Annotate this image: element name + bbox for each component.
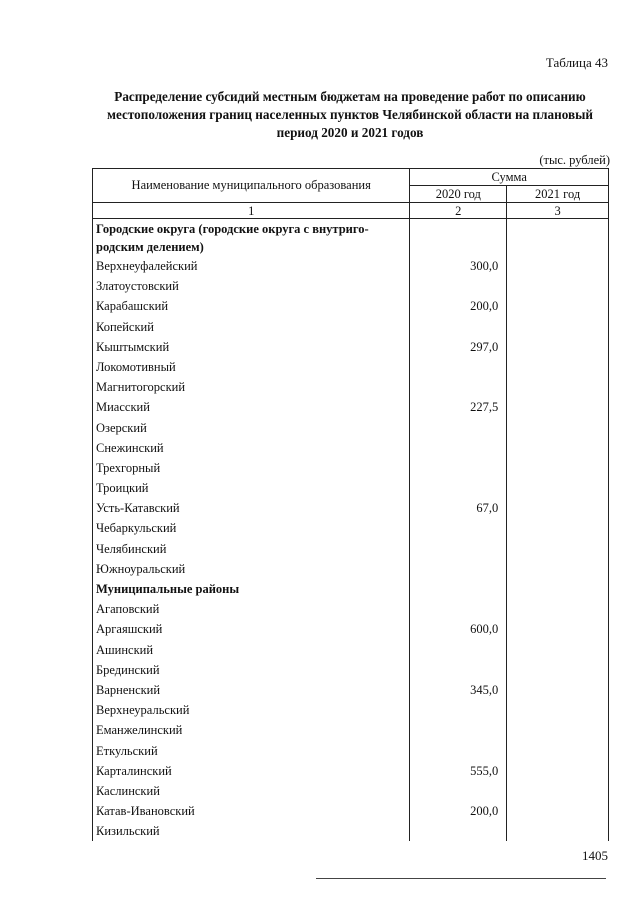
row-2020-cell: 555,0 <box>410 761 507 781</box>
row-name-cell: Троицкий <box>93 478 410 498</box>
row-2020-cell: 200,0 <box>410 801 507 821</box>
table-row <box>93 438 609 458</box>
row-2020-cell <box>410 518 507 538</box>
table-row <box>93 761 609 781</box>
footer-rule <box>316 878 606 879</box>
row-2020-cell <box>410 219 507 257</box>
row-2020-cell: 600,0 <box>410 619 507 639</box>
table-row <box>93 781 609 801</box>
row-name-cell: Верхнеуфалейский <box>93 256 410 276</box>
row-2020-cell <box>410 640 507 660</box>
row-2021-cell <box>507 559 609 579</box>
row-2020-cell: 345,0 <box>410 680 507 700</box>
table-row <box>93 801 609 821</box>
table-row <box>93 317 609 337</box>
table-row <box>93 276 609 296</box>
row-2020-cell <box>410 559 507 579</box>
row-name-cell: Карабашский <box>93 296 410 316</box>
row-2021-cell <box>507 761 609 781</box>
table-row <box>93 337 609 357</box>
row-2021-cell <box>507 720 609 740</box>
row-2021-cell <box>507 518 609 538</box>
column-header-2021: 2021 год <box>507 186 609 203</box>
table-row <box>93 397 609 417</box>
row-2021-cell <box>507 256 609 276</box>
row-2021-cell <box>507 337 609 357</box>
page-number: 1405 <box>582 848 608 863</box>
row-name-cell: Аргаяшский <box>93 619 410 639</box>
row-2020-cell <box>410 478 507 498</box>
row-name-cell: Озерский <box>93 418 410 438</box>
row-2021-cell <box>507 619 609 639</box>
column-header-sum: Сумма <box>410 169 609 186</box>
row-2021-cell <box>507 377 609 397</box>
row-2021-cell <box>507 821 609 841</box>
row-2020-cell: 227,5 <box>410 397 507 417</box>
table-row <box>93 256 609 276</box>
row-name-cell: Еткульский <box>93 741 410 761</box>
row-name-cell: Чебаркульский <box>93 518 410 538</box>
table-row <box>93 619 609 639</box>
column-header-2020: 2020 год <box>410 186 507 203</box>
row-2021-cell <box>507 539 609 559</box>
row-2021-cell <box>507 438 609 458</box>
row-name-cell: Магнитогорский <box>93 377 410 397</box>
row-2021-cell <box>507 317 609 337</box>
row-name-cell: Трехгорный <box>93 458 410 478</box>
row-name-cell: Локомотивный <box>93 357 410 377</box>
row-2020-cell <box>410 357 507 377</box>
row-2020-cell <box>410 599 507 619</box>
table-row <box>93 700 609 720</box>
row-2021-cell <box>507 781 609 801</box>
table-row <box>93 296 609 316</box>
row-2020-cell <box>410 377 507 397</box>
table-row <box>93 720 609 740</box>
table-row <box>93 377 609 397</box>
row-name-cell: Кыштымский <box>93 337 410 357</box>
row-name-cell: Ашинский <box>93 640 410 660</box>
row-2021-cell <box>507 599 609 619</box>
table-row <box>93 498 609 518</box>
row-2020-cell: 200,0 <box>410 296 507 316</box>
row-2021-cell <box>507 357 609 377</box>
table-row <box>93 478 609 498</box>
table-row <box>93 821 609 841</box>
row-2021-cell <box>507 680 609 700</box>
row-name-cell: Усть-Катавский <box>93 498 410 518</box>
row-2021-cell <box>507 700 609 720</box>
row-2021-cell <box>507 478 609 498</box>
row-name-cell: Катав-Ивановский <box>93 801 410 821</box>
table-row <box>93 640 609 660</box>
row-name-cell: Челябинский <box>93 539 410 559</box>
row-2021-cell <box>507 296 609 316</box>
row-2020-cell <box>410 539 507 559</box>
row-2020-cell: 67,0 <box>410 498 507 518</box>
column-number-1: 1 <box>93 203 410 219</box>
table-row <box>93 357 609 377</box>
table-row <box>93 219 609 257</box>
table-row <box>93 539 609 559</box>
units-note: (тыс. рублей) <box>539 153 610 167</box>
table-row <box>93 741 609 761</box>
column-number-3: 3 <box>507 203 609 219</box>
row-name-cell: Муниципальные районы <box>93 579 410 599</box>
row-2020-cell <box>410 660 507 680</box>
row-name-cell: Еманжелинский <box>93 720 410 740</box>
row-name-cell: Карталинский <box>93 761 410 781</box>
row-2021-cell <box>507 741 609 761</box>
row-name-cell: Миасский <box>93 397 410 417</box>
row-2020-cell <box>410 781 507 801</box>
row-name-cell: Агаповский <box>93 599 410 619</box>
row-2021-cell <box>507 397 609 417</box>
table-row <box>93 579 609 599</box>
row-2020-cell <box>410 579 507 599</box>
document-title: Распределение субсидий местным бюджетам на проведение работ по описанию местоположения границ населенных пунктов Челябинской области на плановый период 2020 и 2021 годов <box>106 89 594 140</box>
row-name-cell: Городские округа (городские округа с внутриго-родским делением) <box>93 219 410 257</box>
table-row <box>93 518 609 538</box>
row-2021-cell <box>507 219 609 257</box>
column-header-name: Наименование муниципального образования <box>93 169 410 203</box>
row-2021-cell <box>507 498 609 518</box>
subsidy-table <box>92 168 609 841</box>
row-2021-cell <box>507 801 609 821</box>
row-2021-cell <box>507 276 609 296</box>
table-row <box>93 599 609 619</box>
row-2020-cell: 297,0 <box>410 337 507 357</box>
row-name-cell: Каслинский <box>93 781 410 801</box>
row-2020-cell <box>410 720 507 740</box>
row-2021-cell <box>507 640 609 660</box>
table-row <box>93 680 609 700</box>
row-2021-cell <box>507 418 609 438</box>
row-2020-cell <box>410 700 507 720</box>
row-2020-cell <box>410 741 507 761</box>
table-row <box>93 559 609 579</box>
row-2021-cell <box>507 660 609 680</box>
row-name-cell: Брединский <box>93 660 410 680</box>
row-name-cell: Варненский <box>93 680 410 700</box>
column-number-2: 2 <box>410 203 507 219</box>
row-2021-cell <box>507 579 609 599</box>
row-2020-cell <box>410 438 507 458</box>
row-name-cell: Копейский <box>93 317 410 337</box>
row-name-cell: Златоустовский <box>93 276 410 296</box>
row-2020-cell: 300,0 <box>410 256 507 276</box>
row-2021-cell <box>507 458 609 478</box>
table-row <box>93 660 609 680</box>
table-row <box>93 458 609 478</box>
table-row <box>93 418 609 438</box>
row-name-cell: Верхнеуральский <box>93 700 410 720</box>
row-2020-cell <box>410 317 507 337</box>
row-name-cell: Снежинский <box>93 438 410 458</box>
row-2020-cell <box>410 276 507 296</box>
table-label: Таблица 43 <box>545 55 608 70</box>
row-2020-cell <box>410 458 507 478</box>
row-2020-cell <box>410 821 507 841</box>
row-name-cell: Южноуральский <box>93 559 410 579</box>
row-2020-cell <box>410 418 507 438</box>
row-name-cell: Кизильский <box>93 821 410 841</box>
